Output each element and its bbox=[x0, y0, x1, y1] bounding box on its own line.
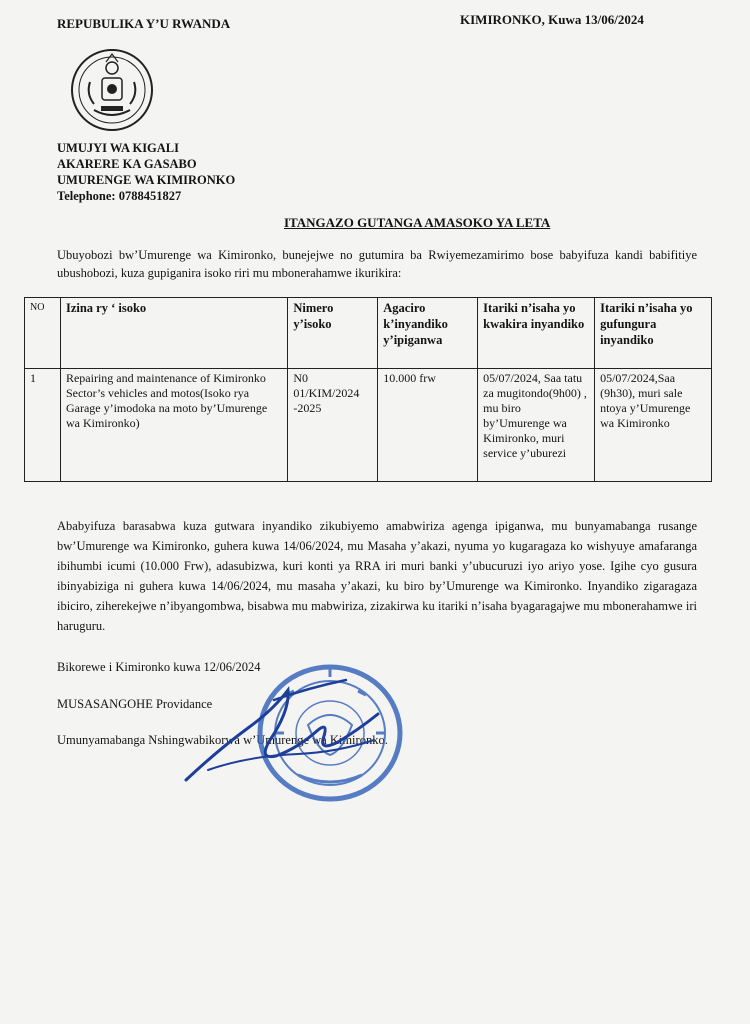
header-value: Agaciro k’inyandiko y’ipiganwa bbox=[378, 298, 478, 369]
intro-paragraph: Ubuyobozi bw’Umurenge wa Kimironko, bunejejwe no gutumira ba Rwiyemezamirimo bose babyifuza kandi babifitiye ubushobozi, kuza gupiganira isoko riri mu mbonerahamwe ikurikira: bbox=[57, 248, 697, 280]
header-line-district: AKARERE KA GASABO bbox=[57, 157, 197, 171]
cell-receipt: 05/07/2024, Saa tatu za mugitondo(9h00) , mu biro by’Umurenge wa Kimironko, muri service y’uburezi bbox=[478, 369, 595, 482]
signed-place-date: Bikorewe i Kimironko kuwa 12/06/2024 bbox=[57, 660, 261, 674]
cell-name: Repairing and maintenance of Kimironko Sector’s vehicles and motos(Isoko rya Garage y’imodoka na moto by’Umurenge wa Kimironko) bbox=[60, 369, 287, 482]
table-row bbox=[25, 369, 712, 482]
notice-title: ITANGAZO GUTANGA AMASOKO YA LETA bbox=[284, 215, 551, 230]
header-no: NO bbox=[25, 298, 61, 369]
table-header-row bbox=[25, 298, 712, 369]
place-date: KIMIRONKO, Kuwa 13/06/2024 bbox=[460, 12, 644, 27]
cell-opening: 05/07/2024,Saa (9h30), muri sale ntoya y’Umurenge wa Kimironko bbox=[595, 369, 712, 482]
rwanda-coat-of-arms-icon bbox=[68, 46, 156, 134]
header-name: Izina ry ‘ isoko bbox=[60, 298, 287, 369]
cell-number: N0 01/KIM/2024 -2025 bbox=[288, 369, 378, 482]
handwritten-signature-icon bbox=[178, 670, 398, 790]
header-line-sector: UMURENGE WA KIMIRONKO bbox=[57, 173, 236, 187]
cell-value: 10.000 frw bbox=[378, 369, 478, 482]
body-paragraph: Ababyifuza barasabwa kuza gutwara inyandiko zikubiyemo amabwiriza agenga ipiganwa, mu bunyamabanga rusange bw’Umurenge wa Kimironko, guhera kuwa 14/06/2024, mu Masaha y’akazi, nyuma yo kugaragaza ko wishyuye amafaranga ibihumbi icumi (10.000 Frw), adasubizwa, kuri konti ya RRA iri muri banki y’ubucuruzi iyo ariyo yose. Igihe cyo gusura ibinyabiziga ni guhera kuwa 14/06/2024, mu masaha y’akazi, ku biro by’Umurenge wa Kimironko. Inyandiko zigaragaza ibiciro, ziherekejwe n’ibyangombwa, bisabwa mu mabwiriza, zizakirwa ku itariki n’isaha byagaragajwe mu mbonerahamwe iri haruguru. bbox=[57, 519, 697, 633]
header-receipt: Itariki n’isaha yo kwakira inyandiko bbox=[478, 298, 595, 369]
signatory-name: MUSASANGOHE Providance bbox=[57, 697, 213, 711]
header-line-telephone: Telephone: 0788451827 bbox=[57, 189, 182, 203]
country-name: REPUBULIKA Y’U RWANDA bbox=[57, 16, 231, 31]
cell-no: 1 bbox=[25, 369, 61, 482]
signatory-role: Umunyamabanga Nshingwabikorwa w’Umurenge wa Kimironko. bbox=[57, 733, 388, 747]
header-opening: Itariki n’isaha yo gufungura inyandiko bbox=[595, 298, 712, 369]
header-line-city: UMUJYI WA KIGALI bbox=[57, 141, 180, 155]
header-lines bbox=[57, 140, 235, 204]
tender-table bbox=[24, 297, 712, 482]
header-number: Nimero y’isoko bbox=[288, 298, 378, 369]
